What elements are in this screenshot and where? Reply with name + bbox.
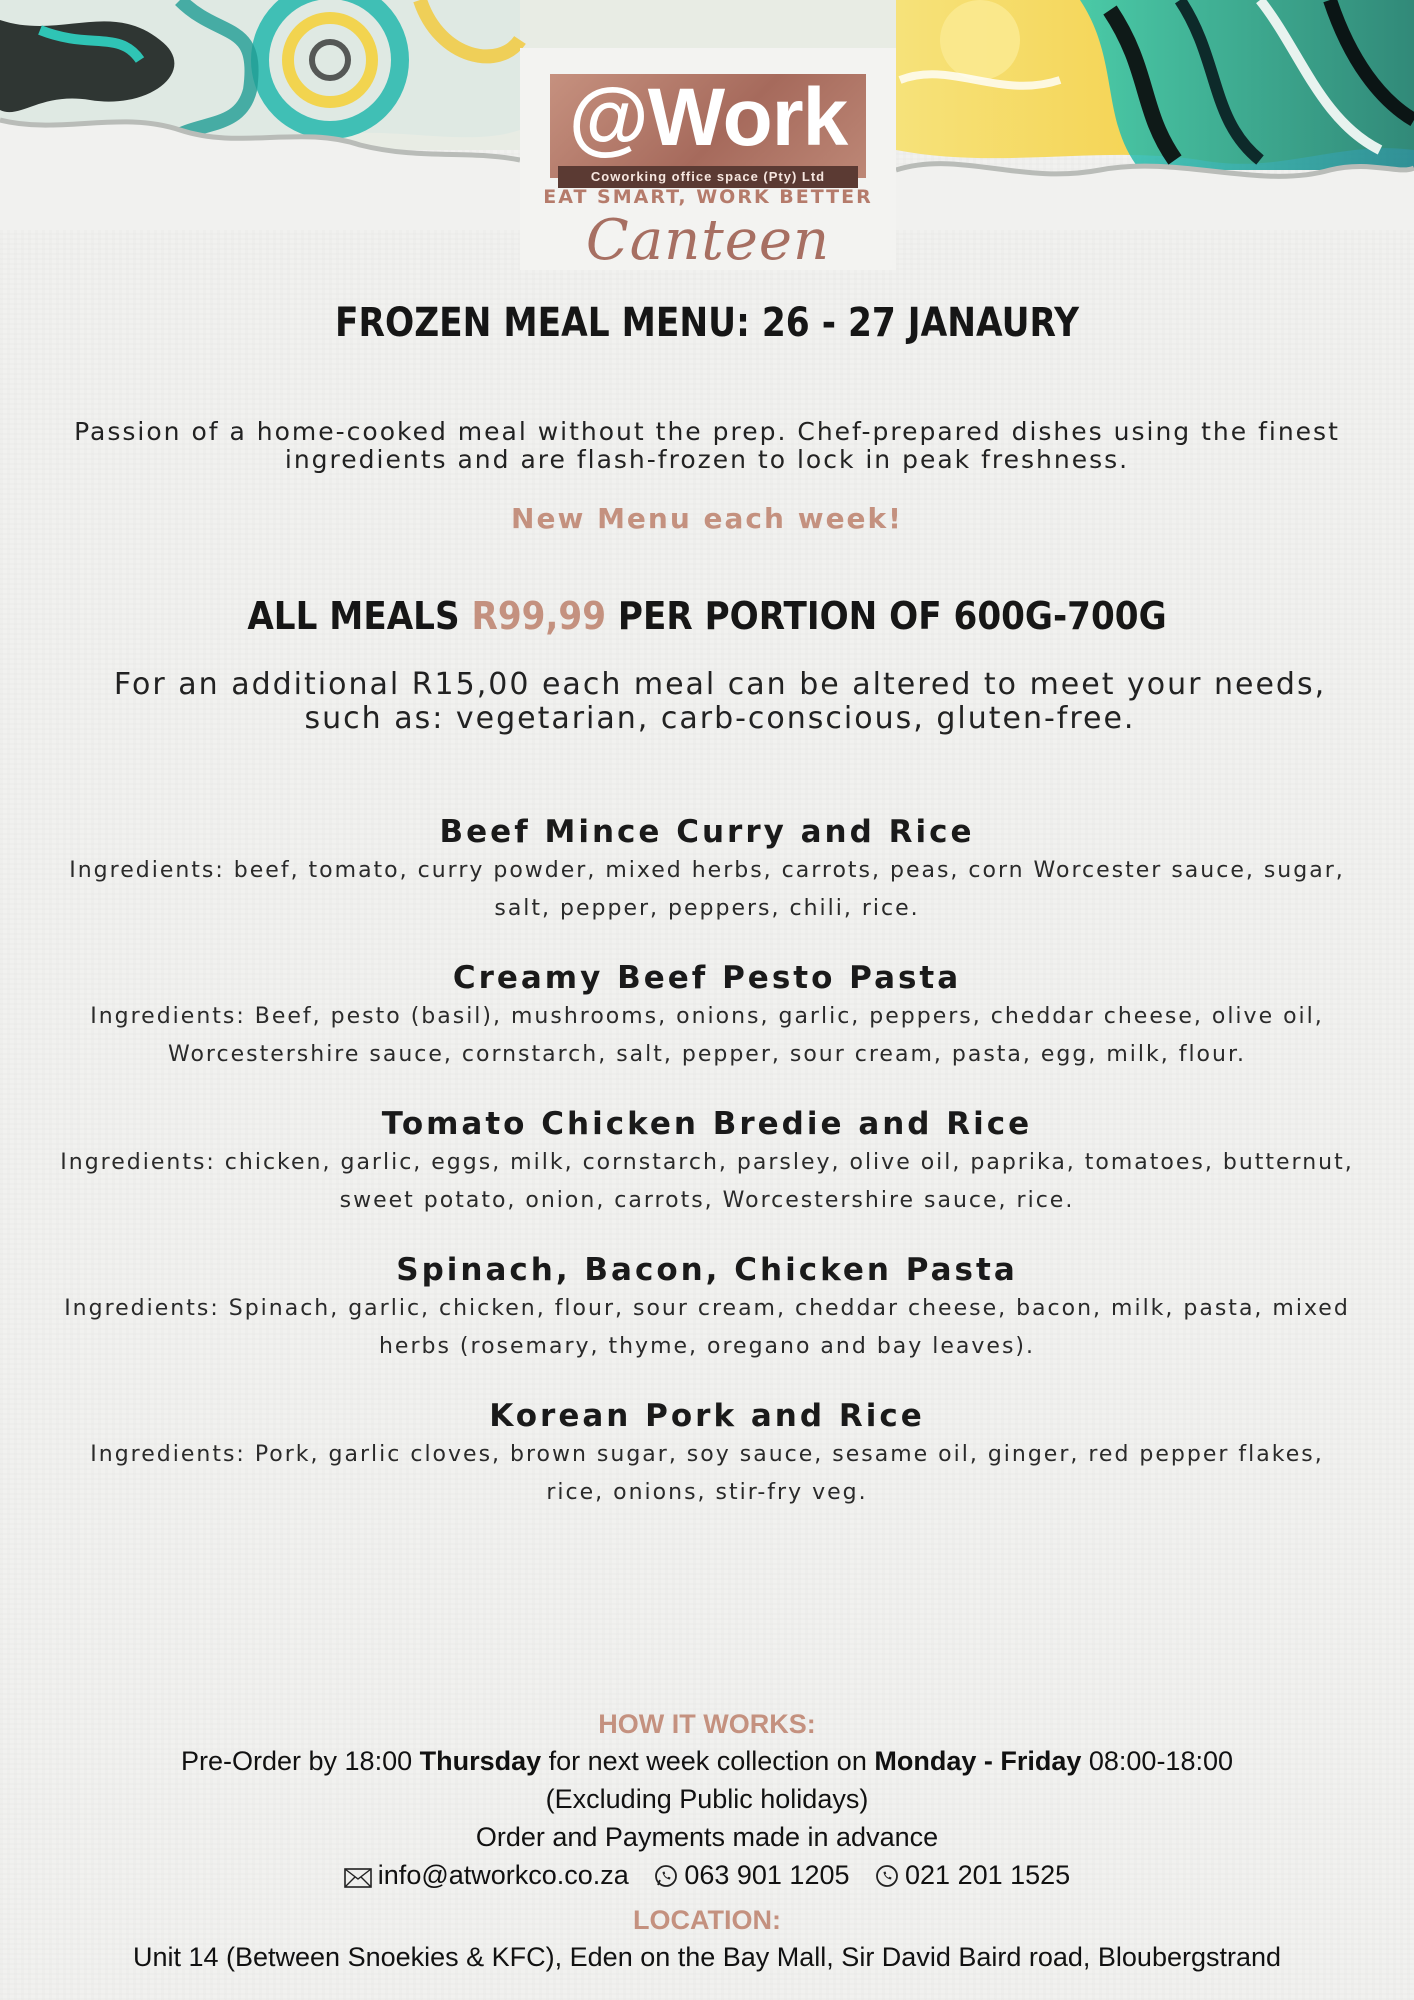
- preorder-a: Pre-Order by 18:00: [181, 1746, 420, 1776]
- collection-days: Monday - Friday: [874, 1746, 1082, 1776]
- logo-word: @Work: [568, 72, 848, 163]
- preorder-day: Thursday: [419, 1746, 542, 1776]
- meal-ingredients: Ingredients: beef, tomato, curry powder, mixed herbs, carrots, peas, corn Worcester sauce, sugar, salt, pepper, peppers, chili, rice.: [69, 858, 1345, 921]
- phone-whatsapp[interactable]: 063 901 1205: [684, 1860, 850, 1890]
- meal-ingredients: Ingredients: Spinach, garlic, chicken, flour, sour cream, cheddar cheese, bacon, milk, pasta, mixed herbs (rosemary, thyme, oregano and bay leaves).: [64, 1296, 1350, 1359]
- new-menu-note: New Menu each week!: [511, 502, 903, 535]
- phone-landline[interactable]: 021 201 1525: [905, 1860, 1071, 1890]
- price: R99,99: [471, 594, 607, 638]
- canteen-script: Canteen: [585, 208, 831, 273]
- contact-line: [0, 1856, 1414, 1898]
- location-heading: LOCATION:: [633, 1905, 781, 1935]
- meal-name: Korean Pork and Rice: [489, 1398, 925, 1434]
- meal-name: Creamy Beef Pesto Pasta: [452, 960, 962, 996]
- customisation-note: For an additional R15,00 each meal can be altered to meet your needs, such as: vegetarian, carb-conscious, gluten-free.: [113, 667, 1327, 736]
- meal-item: [40, 1250, 1374, 1366]
- collection-hours: 08:00-18:00: [1081, 1746, 1233, 1776]
- meal-name: Beef Mince Curry and Rice: [439, 814, 975, 850]
- how-it-works: [0, 1706, 1414, 1976]
- meal-item: [40, 1396, 1374, 1512]
- meal-item: [40, 958, 1374, 1074]
- phone-icon: [875, 1860, 899, 1898]
- meal-name: Tomato Chicken Bredie and Rice: [381, 1106, 1033, 1142]
- meal-list: [40, 812, 1374, 1542]
- email-link[interactable]: info@atworkco.co.za: [377, 1860, 629, 1890]
- logo-plate: [550, 72, 866, 184]
- preorder-c: for next week collection on: [541, 1746, 875, 1776]
- logo: [520, 48, 896, 273]
- envelope-icon: [344, 1860, 372, 1898]
- how-it-works-heading: HOW IT WORKS:: [598, 1709, 816, 1739]
- meal-ingredients: Ingredients: chicken, garlic, eggs, milk, cornstarch, parsley, olive oil, paprika, tomatoes, butternut, sweet potato, onion, carrots, Worcestershire sauce, rice.: [60, 1150, 1354, 1213]
- exclusion-note: (Excluding Public holidays): [545, 1784, 869, 1814]
- page-title: FROZEN MEAL MENU: 26 - 27 JANAURY: [334, 300, 1080, 346]
- meal-ingredients: Ingredients: Beef, pesto (basil), mushrooms, onions, garlic, peppers, cheddar cheese, olive oil, Worcestershire sauce, cornstarch, salt, pepper, sour cream, pasta, egg, milk, flour.: [90, 1004, 1324, 1067]
- meal-item: [40, 812, 1374, 928]
- whatsapp-icon: [654, 1860, 678, 1898]
- location-address: Unit 14 (Between Snoekies & KFC), Eden on the Bay Mall, Sir David Baird road, Bloubergstrand: [132, 1942, 1282, 1972]
- preorder-line: [0, 1742, 1414, 1780]
- meal-name: Spinach, Bacon, Chicken Pasta: [396, 1252, 1018, 1288]
- payment-note: Order and Payments made in advance: [475, 1822, 939, 1852]
- intro-text: Passion of a home-cooked meal without the prep. Chef-prepared dishes using the finest ingredients and are flash-frozen to lock in peak freshness.: [74, 417, 1340, 474]
- logo-subtitle: Coworking office space (Pty) Ltd: [558, 166, 858, 188]
- pricing-line: [71, 594, 1344, 638]
- meal-item: [40, 1104, 1374, 1220]
- pricing-suffix: PER PORTION OF 600G-700G: [606, 594, 1167, 638]
- pricing-prefix: ALL MEALS: [247, 594, 472, 638]
- meal-ingredients: Ingredients: Pork, garlic cloves, brown sugar, soy sauce, sesame oil, ginger, red pepper flakes, rice, onions, stir-fry veg.: [90, 1442, 1324, 1505]
- tagline: EAT SMART, WORK BETTER: [543, 186, 873, 208]
